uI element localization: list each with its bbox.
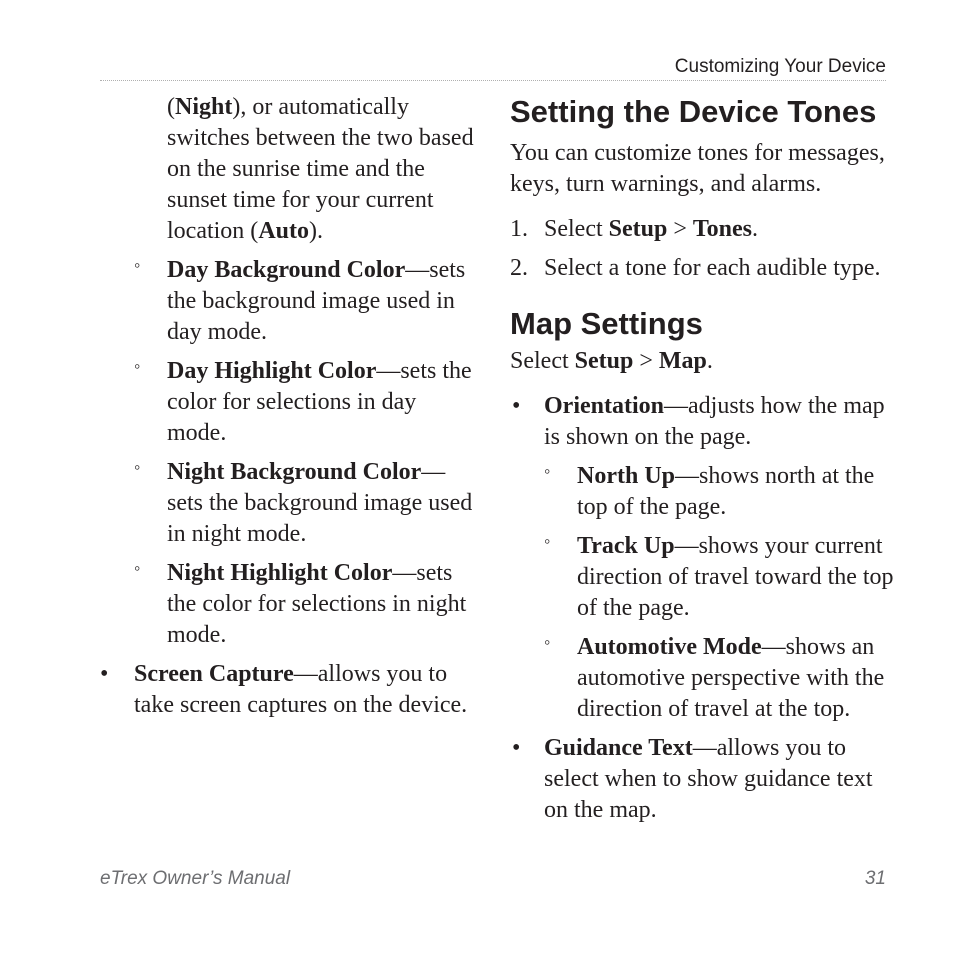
bullet-marker: • bbox=[100, 661, 109, 687]
subitem-track-up bbox=[510, 531, 895, 624]
term: Screen Capture bbox=[134, 661, 294, 687]
tones-intro: You can customize tones for messages, keys, turn warnings, and alarms. bbox=[510, 140, 885, 197]
term: Day Background Color bbox=[167, 257, 406, 283]
bullet-marker: • bbox=[512, 393, 521, 419]
right-column bbox=[510, 92, 895, 834]
step-number: 1. bbox=[510, 216, 528, 242]
description: —sets the color for selections in night mode. bbox=[167, 560, 467, 648]
sub-bullet-marker: ◦ bbox=[134, 255, 141, 275]
term: Day Highlight Color bbox=[167, 358, 377, 384]
description: —allows you to select when to show guidance text on the map. bbox=[544, 735, 873, 823]
term: Night Highlight Color bbox=[167, 560, 393, 586]
sub-bullet-marker: ◦ bbox=[544, 632, 551, 652]
subitem-day-background-color bbox=[100, 255, 480, 348]
term: Orientation bbox=[544, 393, 664, 419]
footer-page-number: 31 bbox=[864, 868, 886, 889]
section-heading-device-tones: Setting the Device Tones bbox=[510, 94, 877, 129]
sub-bullet-marker: ◦ bbox=[134, 356, 141, 376]
subitem-night-highlight-color bbox=[100, 558, 480, 651]
subitem-night-background-color bbox=[100, 457, 480, 550]
description: —sets the background image used in day mode. bbox=[167, 257, 466, 345]
description: —shows your current direction of travel toward the top of the page. bbox=[577, 533, 894, 621]
term: Guidance Text bbox=[544, 735, 693, 761]
description: —shows north at the top of the page. bbox=[577, 463, 875, 520]
term: Night Background Color bbox=[167, 459, 422, 485]
term: North Up bbox=[577, 463, 676, 489]
sub-bullet-marker: ◦ bbox=[134, 457, 141, 477]
left-column bbox=[100, 92, 480, 729]
header-divider bbox=[100, 80, 886, 81]
description: —adjusts how the map is shown on the page. bbox=[544, 393, 885, 450]
term: Automotive Mode bbox=[577, 634, 762, 660]
description: —sets the color for selections in day mode. bbox=[167, 358, 472, 446]
subitem-automotive-mode bbox=[510, 632, 895, 725]
description: — sets the background image used in night mode. bbox=[167, 459, 473, 547]
description: —allows you to take screen captures on the device. bbox=[134, 661, 468, 718]
section-heading-map-settings: Map Settings bbox=[510, 306, 703, 341]
step-1: 1. Select Setup > Tones. bbox=[510, 214, 895, 245]
step-number: 2. bbox=[510, 255, 528, 281]
term: Track Up bbox=[577, 533, 675, 559]
footer-manual-title: eTrex Owner’s Manual bbox=[100, 868, 291, 889]
continued-text: (Night), or automatically switches between the two based on the sunrise time and the sunset time for your current location (Auto). bbox=[167, 94, 474, 244]
continued-subitem bbox=[100, 92, 480, 247]
sub-bullet-marker: ◦ bbox=[544, 461, 551, 481]
map-select-path: Select Setup > Map. bbox=[510, 348, 713, 374]
description: —shows an automotive perspective with the direction of travel at the top. bbox=[577, 634, 885, 722]
subitem-north-up bbox=[510, 461, 895, 523]
running-header: Customizing Your Device bbox=[674, 56, 886, 77]
sub-bullet-marker: ◦ bbox=[134, 558, 141, 578]
bullet-guidance-text bbox=[510, 733, 895, 826]
bullet-marker: • bbox=[512, 735, 521, 761]
subitem-day-highlight-color bbox=[100, 356, 480, 449]
sub-bullet-marker: ◦ bbox=[544, 531, 551, 551]
step-2: 2. Select a tone for each audible type. bbox=[510, 253, 895, 284]
bullet-screen-capture bbox=[100, 659, 480, 721]
bullet-orientation bbox=[510, 391, 895, 453]
